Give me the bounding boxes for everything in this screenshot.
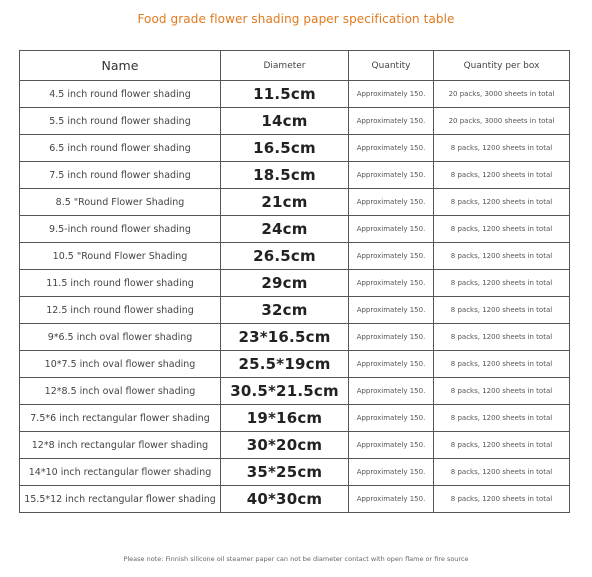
cell-diameter: 25.5*19cm <box>221 351 349 378</box>
cell-name: 14*10 inch rectangular flower shading <box>20 459 221 486</box>
footer-note: Please note: Finnish silicone oil steamer paper can not be diameter contact with open flame or fire source <box>123 555 469 563</box>
table-row <box>20 297 570 324</box>
cell-per-box: 8 packs, 1200 sheets in total <box>434 405 570 432</box>
cell-per-box: 8 packs, 1200 sheets in total <box>434 378 570 405</box>
table-row <box>20 324 570 351</box>
cell-quantity: Approximately 150. <box>349 270 434 297</box>
cell-name: 12.5 inch round flower shading <box>20 297 221 324</box>
cell-name: 9.5-inch round flower shading <box>20 216 221 243</box>
cell-quantity: Approximately 150. <box>349 486 434 513</box>
cell-diameter: 26.5cm <box>221 243 349 270</box>
table-row <box>20 189 570 216</box>
cell-diameter: 30*20cm <box>221 432 349 459</box>
cell-quantity: Approximately 150. <box>349 432 434 459</box>
cell-name: 11.5 inch round flower shading <box>20 270 221 297</box>
table-row <box>20 270 570 297</box>
cell-quantity: Approximately 150. <box>349 108 434 135</box>
cell-diameter: 32cm <box>221 297 349 324</box>
cell-quantity: Approximately 150. <box>349 162 434 189</box>
table-row <box>20 216 570 243</box>
cell-per-box: 8 packs, 1200 sheets in total <box>434 189 570 216</box>
cell-name: 7.5*6 inch rectangular flower shading <box>20 405 221 432</box>
cell-quantity: Approximately 150. <box>349 324 434 351</box>
table-row <box>20 135 570 162</box>
cell-per-box: 8 packs, 1200 sheets in total <box>434 459 570 486</box>
column-header-quantity-per-box: Quantity per box <box>434 51 570 81</box>
specification-table <box>19 50 570 513</box>
cell-per-box: 20 packs, 3000 sheets in total <box>434 108 570 135</box>
cell-per-box: 8 packs, 1200 sheets in total <box>434 297 570 324</box>
cell-per-box: 8 packs, 1200 sheets in total <box>434 216 570 243</box>
column-header-quantity: Quantity <box>349 51 434 81</box>
cell-quantity: Approximately 150. <box>349 459 434 486</box>
cell-quantity: Approximately 150. <box>349 351 434 378</box>
cell-per-box: 8 packs, 1200 sheets in total <box>434 243 570 270</box>
cell-per-box: 20 packs, 3000 sheets in total <box>434 81 570 108</box>
column-header-name: Name <box>20 51 221 81</box>
table-row <box>20 108 570 135</box>
table-row <box>20 486 570 513</box>
cell-name: 9*6.5 inch oval flower shading <box>20 324 221 351</box>
table-row <box>20 405 570 432</box>
cell-name: 6.5 inch round flower shading <box>20 135 221 162</box>
cell-diameter: 40*30cm <box>221 486 349 513</box>
cell-quantity: Approximately 150. <box>349 378 434 405</box>
table-row <box>20 432 570 459</box>
cell-quantity: Approximately 150. <box>349 189 434 216</box>
cell-per-box: 8 packs, 1200 sheets in total <box>434 351 570 378</box>
cell-name: 12*8.5 inch oval flower shading <box>20 378 221 405</box>
cell-diameter: 35*25cm <box>221 459 349 486</box>
cell-per-box: 8 packs, 1200 sheets in total <box>434 324 570 351</box>
cell-diameter: 11.5cm <box>221 81 349 108</box>
column-header-diameter: Diameter <box>221 51 349 81</box>
cell-quantity: Approximately 150. <box>349 216 434 243</box>
table-row <box>20 351 570 378</box>
cell-quantity: Approximately 150. <box>349 297 434 324</box>
page-title: Food grade flower shading paper specification table <box>137 12 455 26</box>
table-row <box>20 162 570 189</box>
cell-name: 10.5 "Round Flower Shading <box>20 243 221 270</box>
table-row <box>20 81 570 108</box>
cell-diameter: 29cm <box>221 270 349 297</box>
cell-quantity: Approximately 150. <box>349 243 434 270</box>
cell-name: 12*8 inch rectangular flower shading <box>20 432 221 459</box>
cell-diameter: 16.5cm <box>221 135 349 162</box>
cell-name: 4.5 inch round flower shading <box>20 81 221 108</box>
cell-name: 5.5 inch round flower shading <box>20 108 221 135</box>
table-row <box>20 243 570 270</box>
cell-quantity: Approximately 150. <box>349 81 434 108</box>
cell-diameter: 14cm <box>221 108 349 135</box>
cell-name: 8.5 "Round Flower Shading <box>20 189 221 216</box>
cell-quantity: Approximately 150. <box>349 405 434 432</box>
cell-diameter: 21cm <box>221 189 349 216</box>
cell-per-box: 8 packs, 1200 sheets in total <box>434 486 570 513</box>
cell-per-box: 8 packs, 1200 sheets in total <box>434 432 570 459</box>
cell-name: 7.5 inch round flower shading <box>20 162 221 189</box>
cell-name: 15.5*12 inch rectangular flower shading <box>20 486 221 513</box>
table-header-row <box>20 51 570 81</box>
cell-diameter: 24cm <box>221 216 349 243</box>
cell-diameter: 23*16.5cm <box>221 324 349 351</box>
cell-per-box: 8 packs, 1200 sheets in total <box>434 135 570 162</box>
cell-diameter: 19*16cm <box>221 405 349 432</box>
cell-diameter: 18.5cm <box>221 162 349 189</box>
cell-name: 10*7.5 inch oval flower shading <box>20 351 221 378</box>
cell-quantity: Approximately 150. <box>349 135 434 162</box>
cell-diameter: 30.5*21.5cm <box>221 378 349 405</box>
table-row <box>20 378 570 405</box>
table-row <box>20 459 570 486</box>
cell-per-box: 8 packs, 1200 sheets in total <box>434 270 570 297</box>
cell-per-box: 8 packs, 1200 sheets in total <box>434 162 570 189</box>
